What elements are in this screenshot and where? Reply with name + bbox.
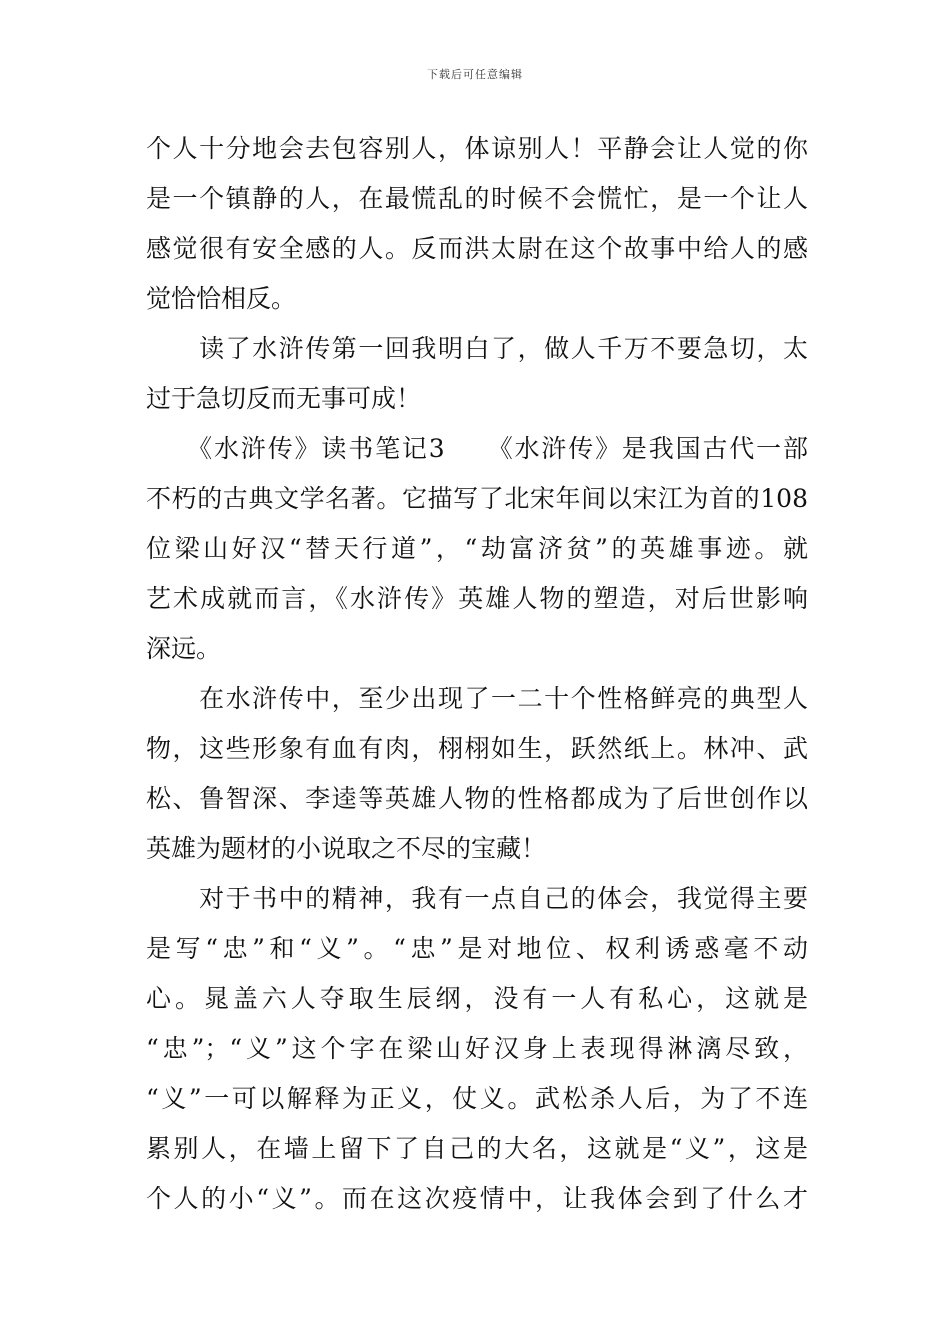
text-line: 是写“忠”和“义”。“忠”是对地位、权利诱惑毫不动 bbox=[146, 934, 808, 963]
text-line: 是一个镇静的人，在最慌乱的时候不会慌忙，是一个让人 bbox=[146, 184, 808, 213]
text-line: 《水浒传》读书笔记3 《水浒传》是我国古代一部 bbox=[146, 434, 808, 463]
text-line: 不朽的古典文学名著。它描写了北宋年间以宋江为首的108 bbox=[146, 484, 808, 513]
text-line: 深远。 bbox=[146, 634, 222, 663]
text-line: 个人的小“义”。而在这次疫情中，让我体会到了什么才 bbox=[146, 1184, 808, 1213]
text-line: 觉恰恰相反。 bbox=[146, 284, 297, 313]
text-line: 累别人，在墙上留下了自己的大名，这就是“义”，这是 bbox=[146, 1134, 808, 1163]
text-line: 心。晁盖六人夺取生辰纲，没有一人有私心，这就是 bbox=[146, 984, 808, 1013]
text-line: 松、鲁智深、李逵等英雄人物的性格都成为了后世创作以 bbox=[146, 784, 808, 813]
text-line: 过于急切反而无事可成！ bbox=[146, 384, 422, 413]
text-line: “忠”；“义”这个字在梁山好汉身上表现得淋漓尽致， bbox=[146, 1034, 808, 1063]
text-line: “义”一可以解释为正义，仗义。武松杀人后，为了不连 bbox=[146, 1084, 808, 1113]
text-line: 感觉很有安全感的人。反而洪太尉在这个故事中给人的感 bbox=[146, 234, 808, 263]
text-line: 读了水浒传第一回我明白了，做人千万不要急切，太 bbox=[146, 334, 808, 363]
text-line: 物，这些形象有血有肉，栩栩如生，跃然纸上。林冲、武 bbox=[146, 734, 808, 763]
page-header: 下载后可任意编辑 bbox=[427, 68, 523, 81]
document-body bbox=[146, 124, 808, 1224]
text-line: 位梁山好汉“替天行道”，“劫富济贫”的英雄事迹。就 bbox=[146, 534, 808, 563]
text-line: 个人十分地会去包容别人，体谅别人！平静会让人觉的你 bbox=[146, 134, 808, 163]
text-line: 对于书中的精神，我有一点自己的体会，我觉得主要 bbox=[146, 884, 808, 913]
text-line: 在水浒传中，至少出现了一二十个性格鲜亮的典型人 bbox=[146, 684, 808, 713]
text-line: 艺术成就而言，《水浒传》英雄人物的塑造，对后世影响 bbox=[146, 584, 808, 613]
text-line: 英雄为题材的小说取之不尽的宝藏！ bbox=[146, 834, 547, 863]
